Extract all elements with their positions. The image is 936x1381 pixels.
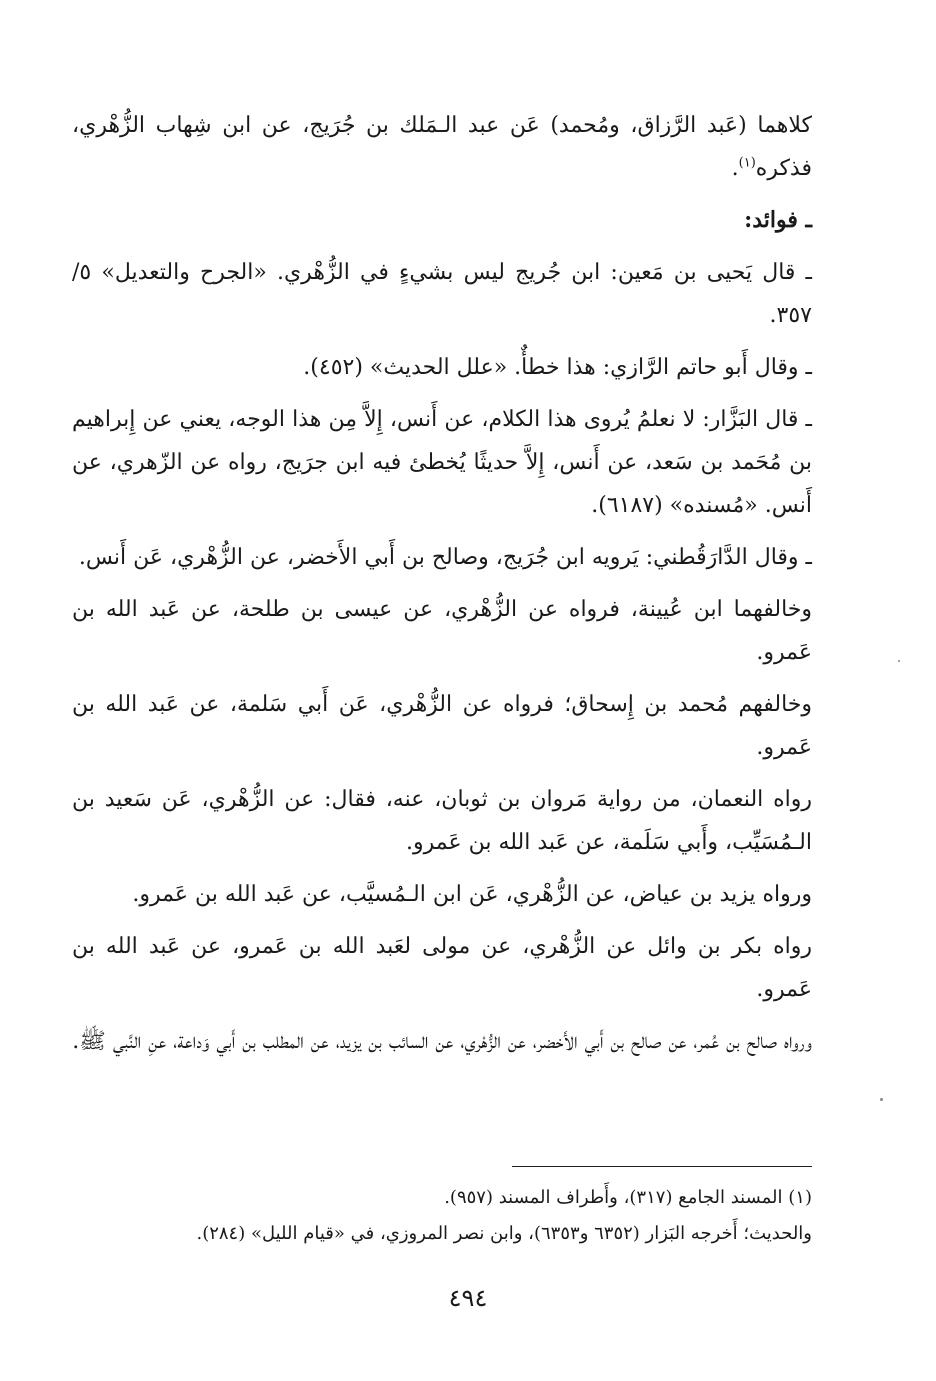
footnote-reference[interactable]: (١) — [738, 155, 756, 171]
paragraph-9: رواه النعمان، من رواية مَروان بن ثوبان، عنه، فقال: عن الزُّهْري، عَن سَعيد بن الـمُسَيِّب، وأَبي سَلَمة، عن عَبد الله بن عَمرو. — [72, 787, 812, 855]
paragraph-1-text: كلاهما (عَبد الرَّزاق، ومُحمد) عَن عبد الـمَلك بن جُرَيج، عن ابن شِهاب الزُّهْري، فذكره — [72, 113, 812, 181]
scan-speck — [880, 1098, 883, 1101]
section-heading-fawaid: ـ فوائد: — [744, 207, 812, 233]
paragraph-6: ـ وقال الدَّارَقُطني: يَرويه ابن جُرَيج، وصالح بن أَبي الأَخضر، عن الزُّهْري، عَن أَنس. — [78, 545, 812, 570]
paragraph-3: ـ قال يَحيى بن مَعين: ابن جُريج ليس بشيءٍ في الزُّهْري. «الجرح والتعديل» ٥/ ٣٥٧. — [72, 260, 812, 328]
footnotes — [72, 1180, 812, 1252]
paragraph-4: ـ وقال أَبو حاتم الرَّازي: هذا خطأٌ. «علل الحديث» (٤٥٢). — [303, 355, 812, 380]
scan-speck — [898, 660, 900, 662]
footnote-separator — [512, 1166, 812, 1167]
paragraph-11: رواه بكر بن وائل عن الزُّهْري، عن مولى لعَبد الله بن عَمرو، عن عَبد الله بن عَمرو. — [72, 934, 812, 1002]
paragraph-8: وخالفهم مُحمد بن إِسحاق؛ فرواه عن الزُّهْري، عَن أَبي سَلمة، عن عَبد الله بن عَمرو. — [72, 692, 812, 760]
paragraph-12: ورواه صالح بن عُمر، عن صالح بن أَبي الأَخضر، عن الزُّهْري، عن السائب بن يزيد، عن المطلب بن أَبي وَداعة، عنِ النَّبي ﷺ. — [72, 1029, 812, 1054]
footnote-1: (١) المسند الجامع (٣١٧)، وأَطراف المسند (٩٥٧). — [444, 1187, 812, 1208]
paragraph-5: ـ قال البَزَّار: لا نعلمُ يُروى هذا الكلام، عن أَنس، إِلاَّ مِن هذا الوجه، يعني عن إِبراهيم بن مُحَمد بن سَعد، عن أَنس، إِلاَّ حديثًا يُخطئ فيه ابن جرَيج، رواه عن الزّهري، عن أَنس. «مُسنده» (٦١٨٧). — [72, 407, 812, 518]
paragraph-1-end: . — [731, 156, 739, 181]
paragraph-7: وخالفهما ابن عُيينة، فرواه عن الزُّهْري، عن عيسى بن طلحة، عن عَبد الله بن عَمرو. — [72, 597, 812, 665]
main-text — [72, 104, 812, 1072]
paragraph-10: ورواه يزيد بن عياض، عن الزُّهْري، عَن ابن الـمُسيَّب، عن عَبد الله بن عَمرو. — [132, 882, 812, 907]
paragraph-1 — [72, 104, 812, 190]
page-number: ٤٩٤ — [448, 1284, 488, 1312]
footnote-2: والحديث؛ أَخرجه البَزار (٦٣٥٢ و٦٣٥٣)، وابن نصر المروزي، في «قيام الليل» (٢٨٤). — [196, 1223, 812, 1244]
